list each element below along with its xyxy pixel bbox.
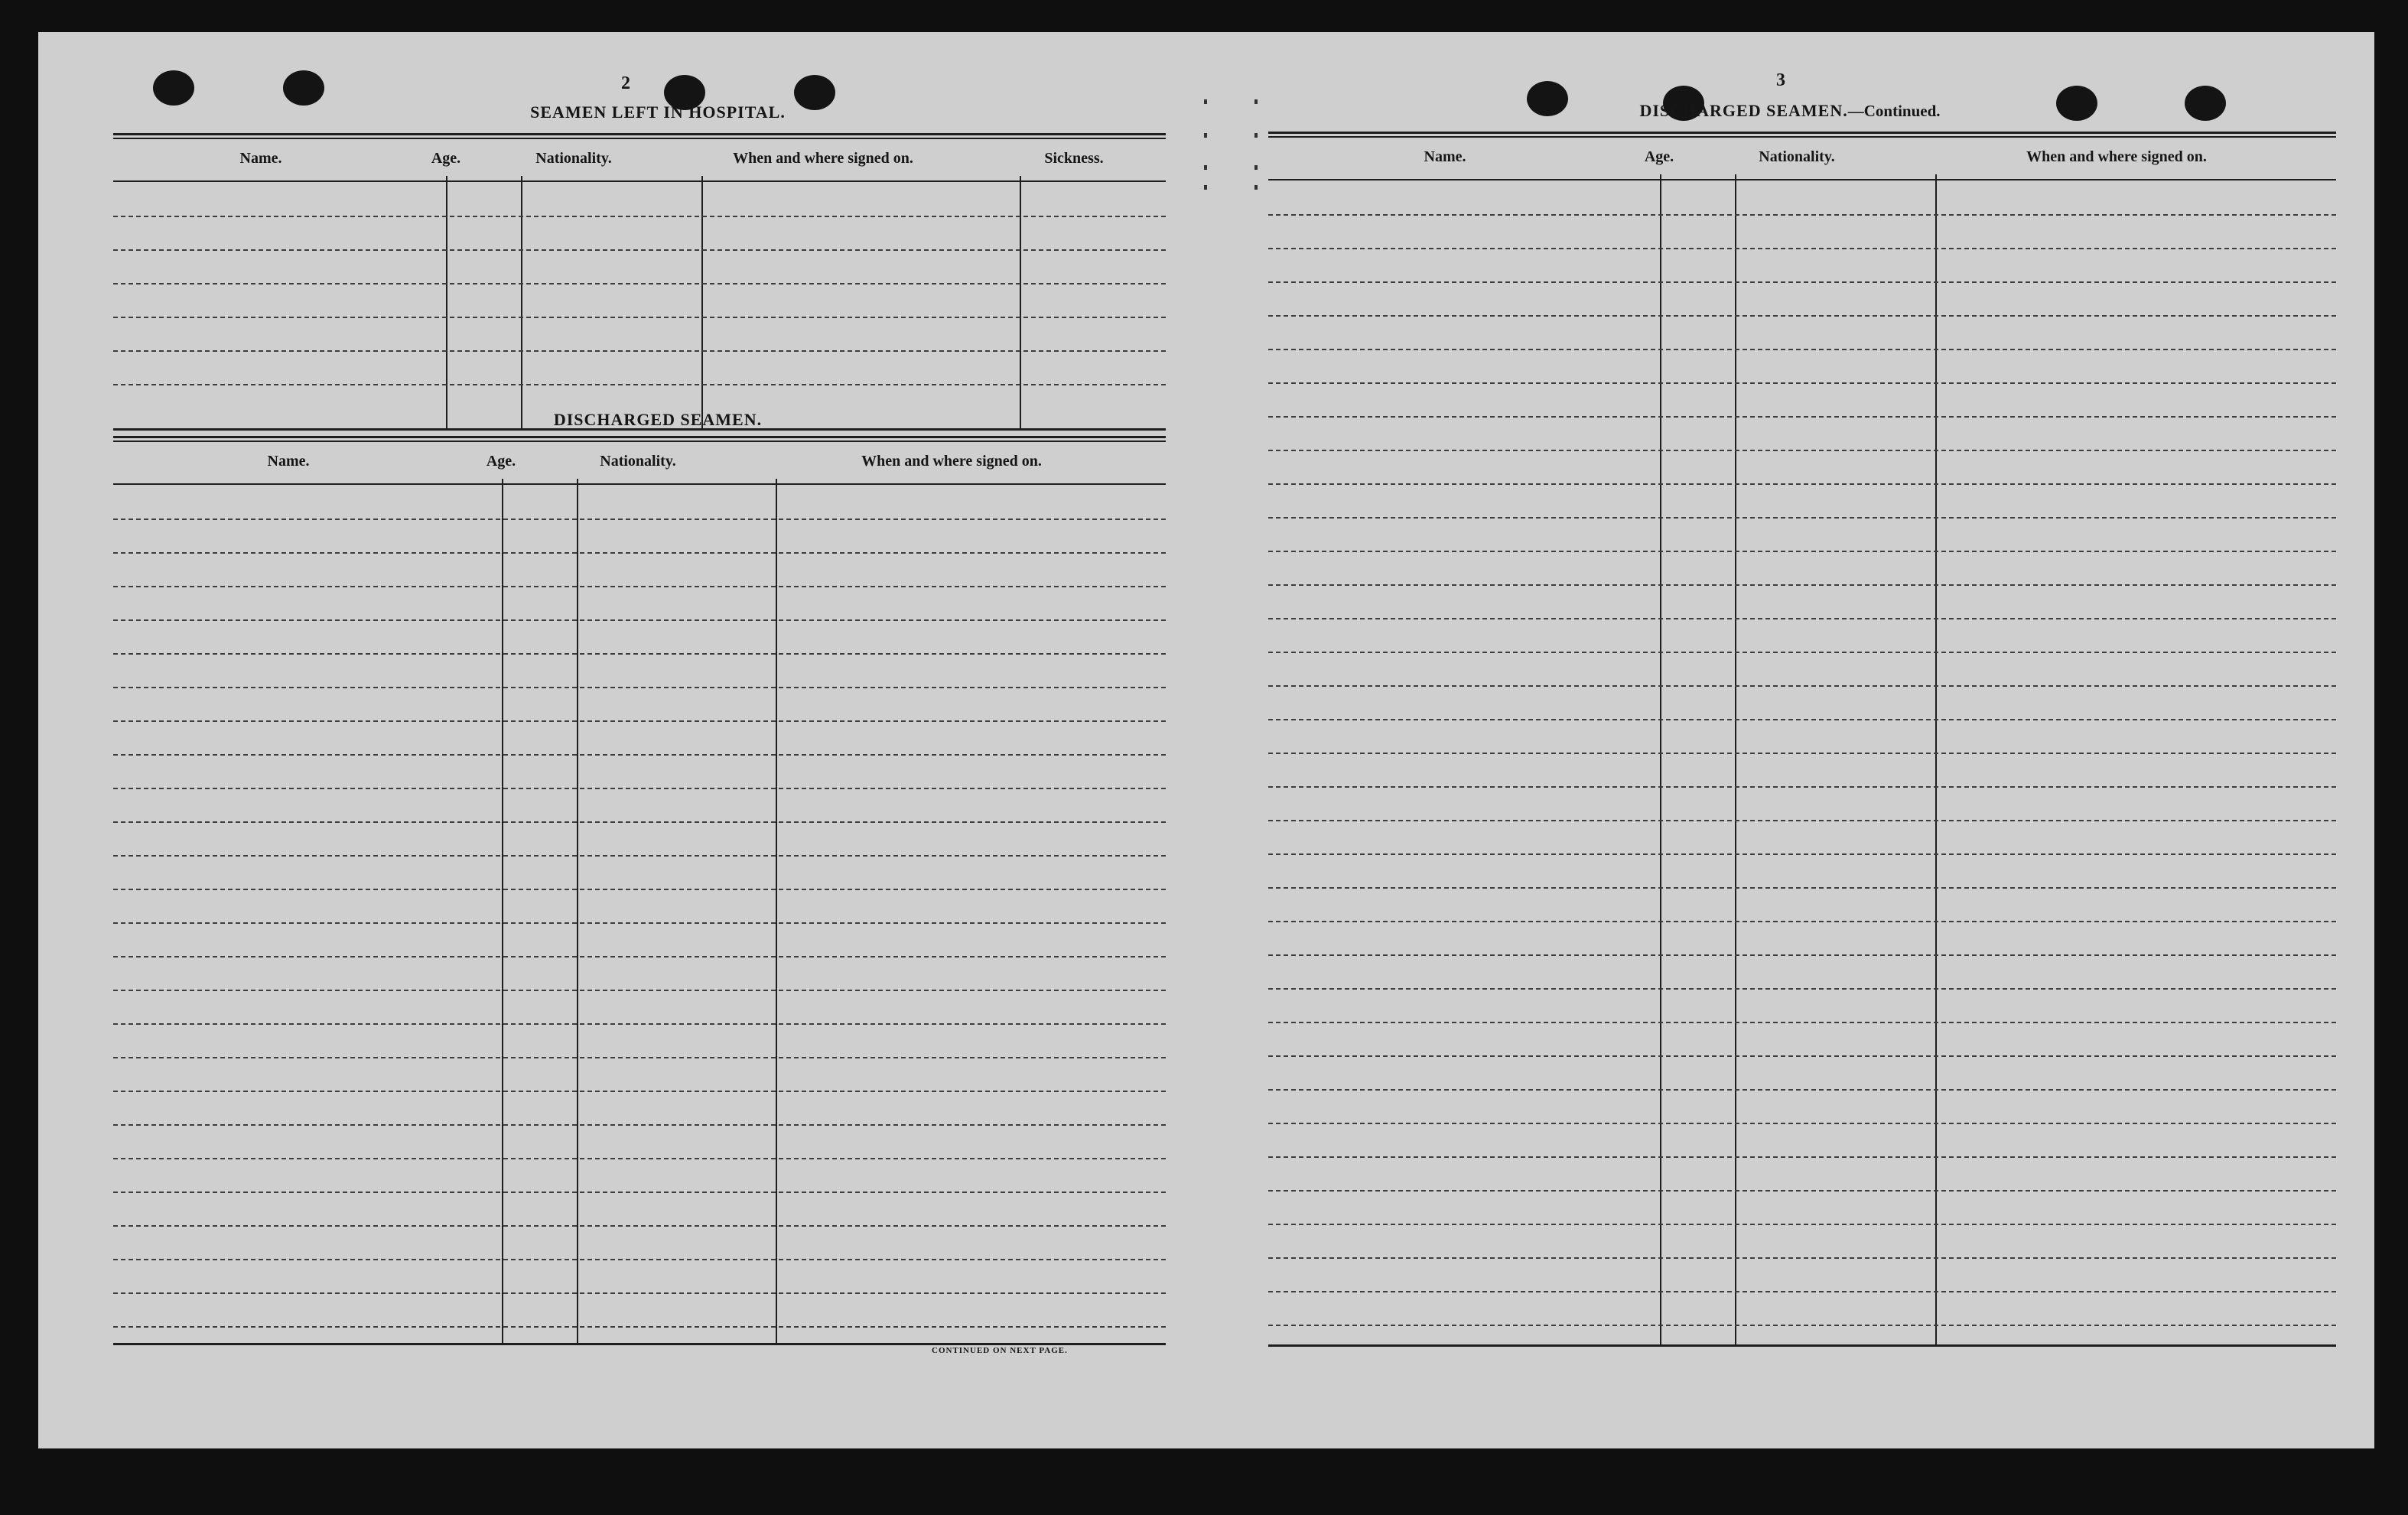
table-row <box>113 653 1166 655</box>
table-row <box>113 384 1166 385</box>
column-divider <box>446 176 447 428</box>
column-header-name: Name. <box>267 453 310 470</box>
column-divider <box>577 479 578 1343</box>
column-header-name: Name. <box>1424 148 1466 165</box>
table-header <box>113 442 1166 485</box>
table-row <box>1268 450 2336 451</box>
table-row <box>113 1326 1166 1328</box>
table-row <box>1268 517 2336 519</box>
table-row <box>1268 786 2336 788</box>
table-row <box>1268 1190 2336 1192</box>
column-header-nationality: Nationality. <box>535 150 612 167</box>
table-row <box>1268 1156 2336 1158</box>
table-row <box>1268 416 2336 418</box>
discharged-table <box>113 436 1166 1377</box>
table-row <box>1268 248 2336 249</box>
table-row <box>113 889 1166 890</box>
discharged-continued-title <box>1606 101 1974 121</box>
table-top-rule <box>1268 132 2336 138</box>
table-row <box>1268 921 2336 922</box>
table-row <box>113 788 1166 789</box>
table-row <box>1268 281 2336 283</box>
table-row <box>1268 483 2336 485</box>
table-row <box>1268 1022 2336 1023</box>
hospital-table <box>113 133 1166 439</box>
table-row <box>1268 349 2336 350</box>
table-row <box>1268 719 2336 720</box>
column-header-name: Name. <box>239 150 282 167</box>
punch-hole <box>1527 81 1568 116</box>
table-row <box>113 1259 1166 1260</box>
table-row <box>113 519 1166 520</box>
column-header-nationality: Nationality. <box>600 453 676 470</box>
hospital-section-title: SEAMEN LEFT IN HOSPITAL. <box>530 102 786 122</box>
table-row <box>1268 753 2336 754</box>
table-row <box>113 1057 1166 1058</box>
table-row <box>113 1292 1166 1294</box>
table-bottom-rule <box>113 1343 1166 1345</box>
table-row <box>1268 685 2336 687</box>
discharged-continued-table <box>1268 132 2336 1386</box>
table-row <box>113 821 1166 823</box>
table-row <box>1268 887 2336 889</box>
punch-hole <box>2185 86 2226 121</box>
table-row <box>1268 1055 2336 1057</box>
table-row <box>1268 820 2336 821</box>
table-row <box>1268 584 2336 586</box>
table-row <box>1268 1291 2336 1292</box>
table-row <box>1268 551 2336 552</box>
table-row <box>1268 382 2336 384</box>
table-row <box>1268 214 2336 216</box>
table-row <box>1268 1257 2336 1259</box>
table-row <box>113 619 1166 621</box>
title-main: DISCHARGED SEAMEN. <box>1639 101 1848 120</box>
table-row <box>113 216 1166 217</box>
table-row <box>113 754 1166 756</box>
table-bottom-rule <box>1268 1344 2336 1347</box>
table-row <box>113 1023 1166 1025</box>
discharged-section-title: DISCHARGED SEAMEN. <box>553 410 763 429</box>
fold-marks <box>1201 99 1262 199</box>
table-top-rule <box>113 436 1166 442</box>
table-row <box>113 922 1166 924</box>
table-row <box>113 855 1166 857</box>
continued-note: CONTINUED ON NEXT PAGE. <box>932 1346 1068 1355</box>
table-row <box>113 1091 1166 1092</box>
table-row <box>113 990 1166 991</box>
punch-hole <box>2056 86 2097 121</box>
column-header-signed-on: When and where signed on. <box>2026 148 2207 165</box>
column-header-sickness: Sickness. <box>1044 150 1104 167</box>
table-row <box>1268 652 2336 653</box>
column-header-age: Age. <box>1644 148 1674 165</box>
document-sheet <box>38 32 2374 1448</box>
table-row <box>1268 1089 2336 1091</box>
column-header-age: Age. <box>431 150 461 167</box>
column-divider <box>776 479 777 1343</box>
table-row <box>113 1158 1166 1159</box>
punch-hole <box>153 70 194 106</box>
page-number: 3 <box>1776 70 1785 90</box>
table-row <box>1268 1224 2336 1225</box>
table-row <box>113 317 1166 318</box>
punch-hole <box>283 70 324 106</box>
table-row <box>1268 954 2336 956</box>
table-row <box>1268 618 2336 619</box>
table-row <box>113 586 1166 587</box>
table-top-rule <box>113 133 1166 139</box>
table-row <box>1268 988 2336 990</box>
column-header-signed-on: When and where signed on. <box>861 453 1042 470</box>
table-row <box>1268 315 2336 317</box>
table-row <box>113 956 1166 957</box>
table-row <box>113 1192 1166 1193</box>
column-header-age: Age. <box>486 453 516 470</box>
table-row <box>113 249 1166 251</box>
column-header-signed-on: When and where signed on. <box>733 150 913 167</box>
table-row <box>113 1225 1166 1227</box>
title-suffix: —Continued. <box>1847 102 1941 120</box>
table-row <box>113 687 1166 688</box>
column-divider <box>502 479 503 1343</box>
table-row <box>1268 1123 2336 1124</box>
table-row <box>1268 1325 2336 1326</box>
table-row <box>113 1124 1166 1126</box>
table-row <box>113 552 1166 554</box>
column-divider <box>521 176 522 428</box>
table-row <box>113 720 1166 722</box>
table-header <box>1268 138 2336 180</box>
column-divider <box>701 176 703 428</box>
table-header <box>113 139 1166 182</box>
column-divider <box>1020 176 1021 428</box>
column-header-nationality: Nationality. <box>1759 148 1835 165</box>
table-row <box>113 283 1166 284</box>
table-row <box>1268 853 2336 855</box>
table-row <box>113 350 1166 352</box>
page-number: 2 <box>621 73 630 93</box>
